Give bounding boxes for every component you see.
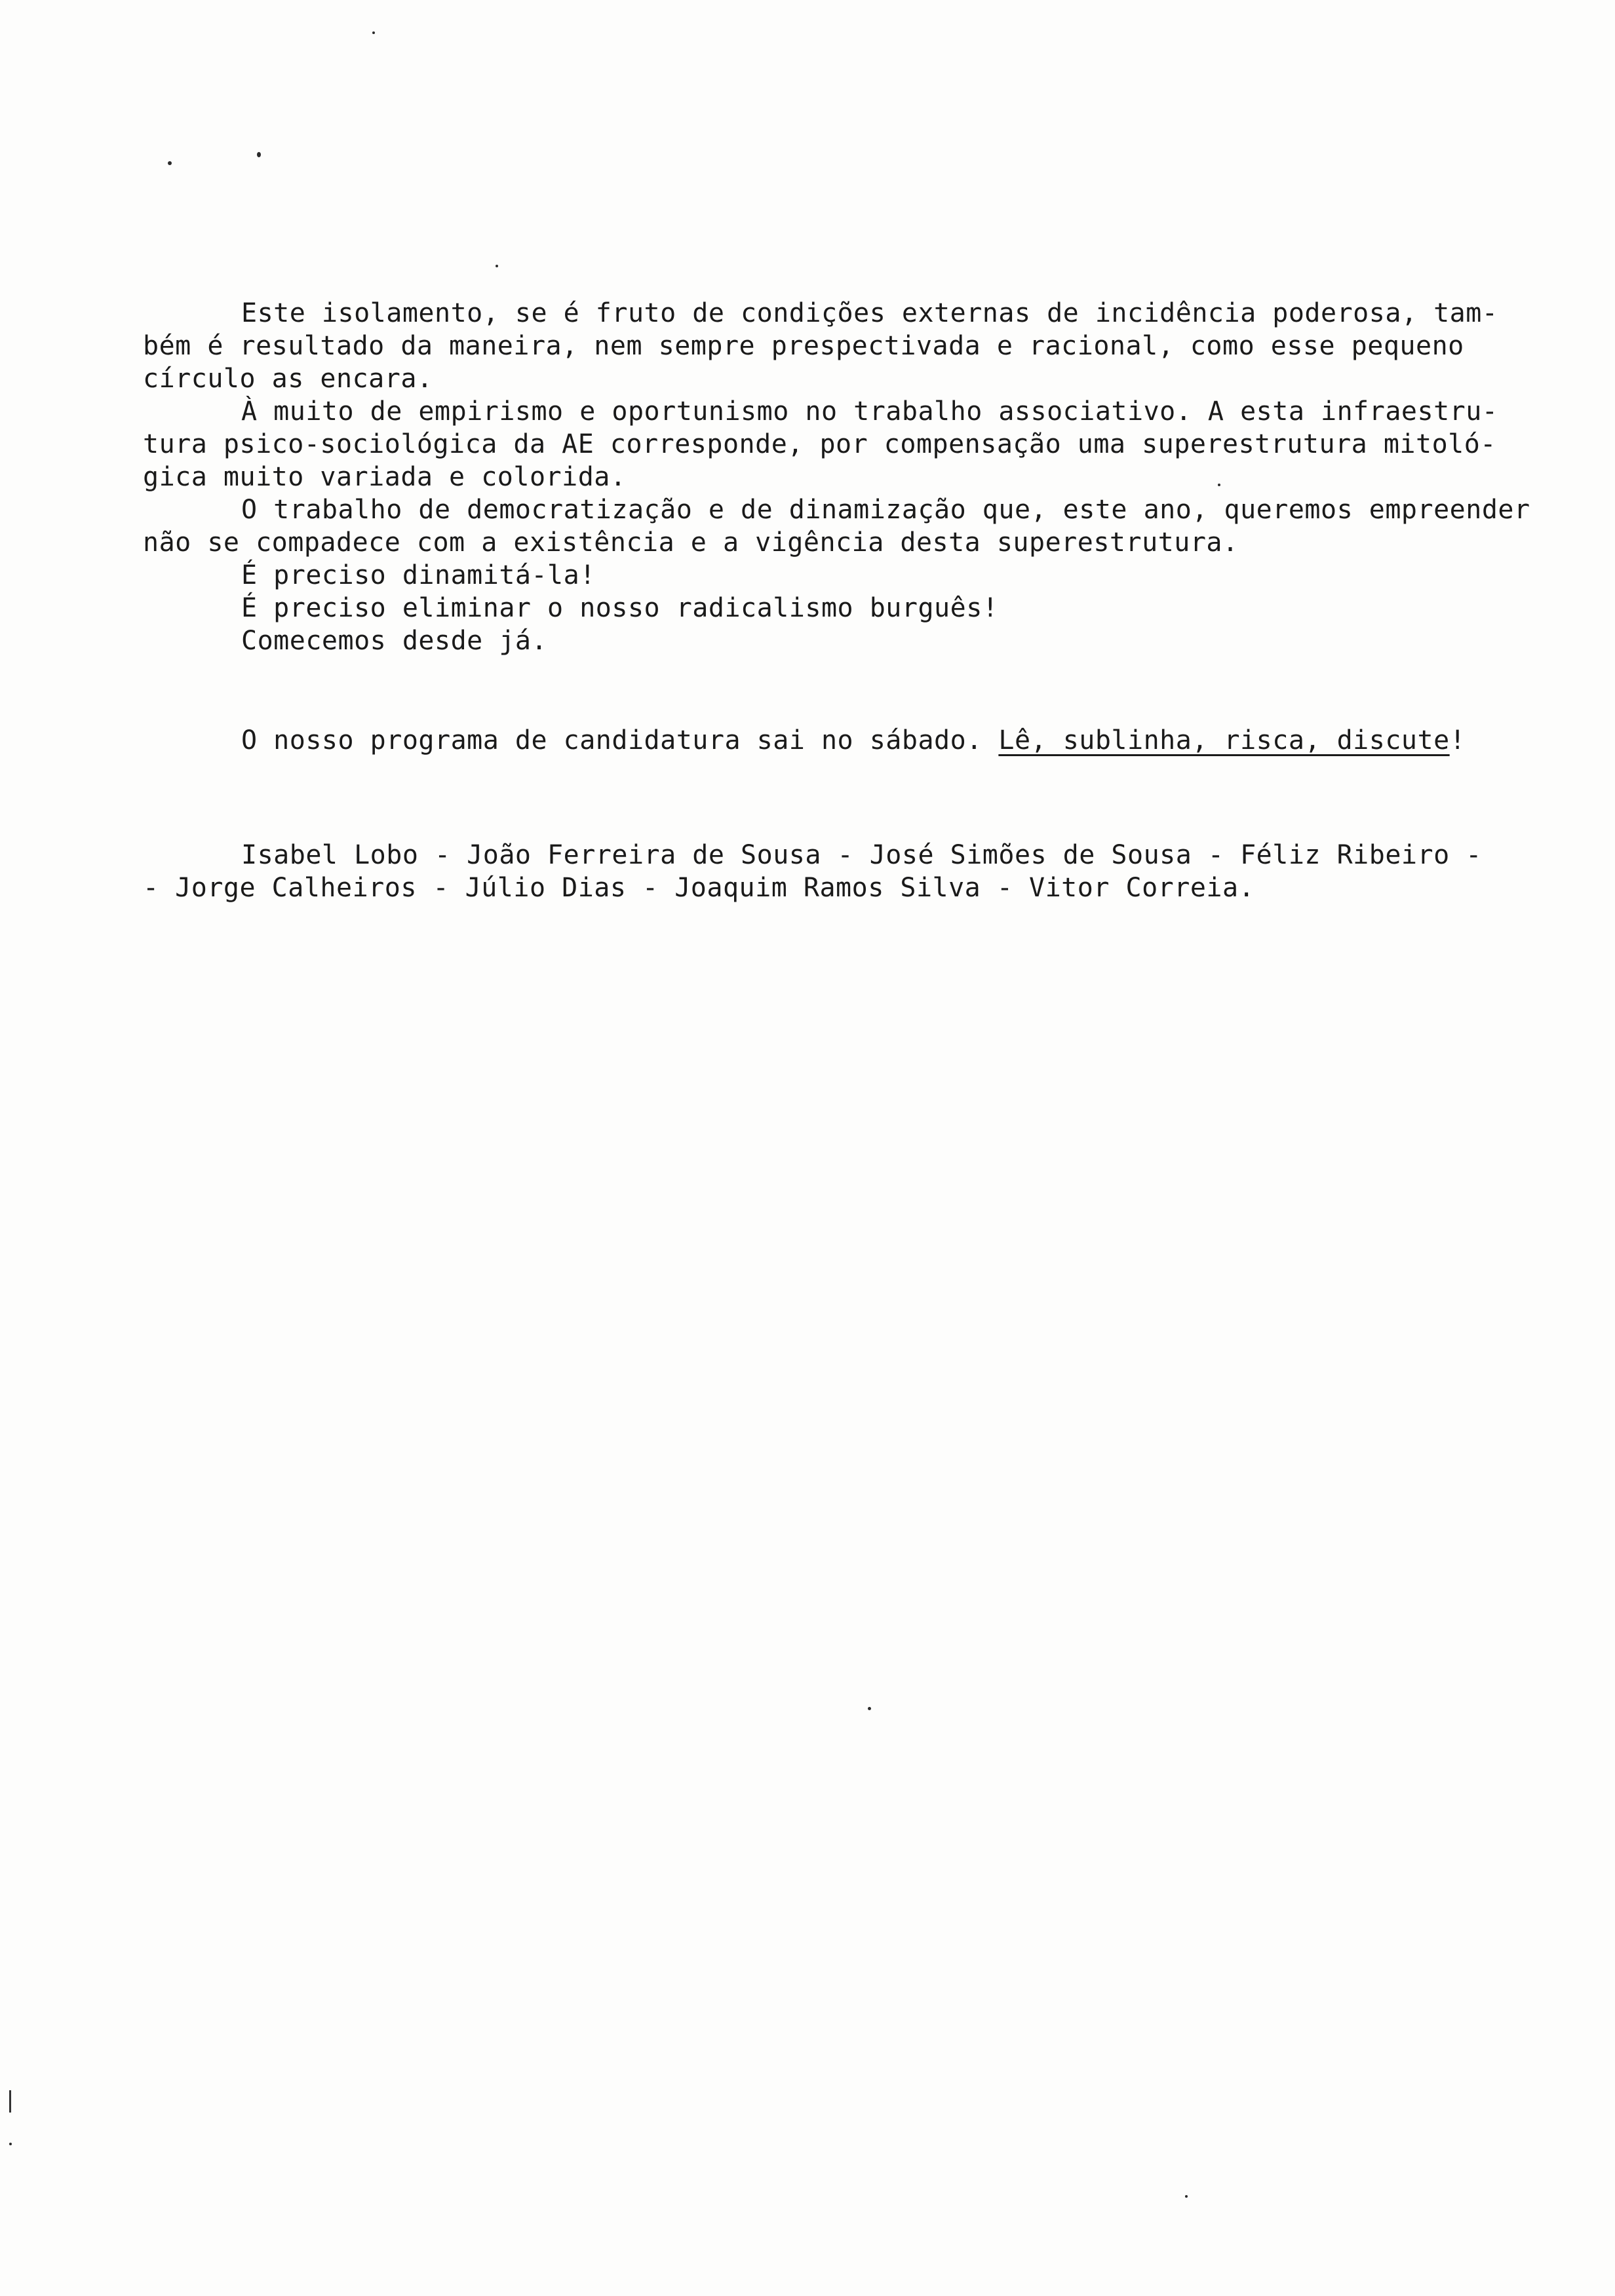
paragraph-1-line-2: bém é resultado da maneira, nem sempre prespectivada e racional, como esse pequeno [143,331,1464,361]
scan-edge-mark [9,2090,11,2113]
program-end: ! [1449,725,1466,756]
signatures-line-2: - Jorge Calheiros - Júlio Dias - Joaquim Ramos Silva - Vitor Correia. [143,873,1255,903]
paragraph-3-line-2: não se compadece com a existência e a vigência desta superestrutura. [143,527,1239,558]
scan-speck [257,152,261,157]
scan-speck [1218,484,1220,486]
paragraph-3-line-1: O trabalho de democratização e de dinamização que, este ano, queremos empreender [241,495,1530,525]
signatures-line-1: Isabel Lobo - João Ferreira de Sousa - José Simões de Sousa - Féliz Ribeiro - [241,840,1482,870]
exclamation-line: É preciso eliminar o nosso radicalismo burguês! [241,593,999,623]
paragraph-2-line-2: tura psico-sociológica da AE corresponde, por compensação uma superestrutura mitoló- [143,429,1496,459]
program-line [241,724,1466,757]
scan-speck [868,1707,871,1710]
scan-speck [372,31,375,34]
exclamation-line: Comecemos desde já. [241,626,548,656]
paragraph-1-line-3: círculo as encara. [143,364,433,394]
paragraph-2-line-3: gica muito variada e colorida. [143,462,627,492]
paragraph-1-line-1: Este isolamento, se é fruto de condições externas de incidência poderosa, tam- [241,298,1498,328]
scan-speck [168,161,172,165]
paragraph-2-line-1: À muito de empirismo e oportunismo no trabalho associativo. A esta infraestru- [241,396,1498,427]
program-text: O nosso programa de candidatura sai no sábado. [241,725,999,756]
scan-speck [9,2143,12,2145]
exclamation-line: É preciso dinamitá-la! [241,560,596,590]
program-call-to-action: Lê, sublinha, risca, discute [998,725,1450,756]
scan-speck [496,265,498,267]
scan-speck [1185,2195,1188,2198]
